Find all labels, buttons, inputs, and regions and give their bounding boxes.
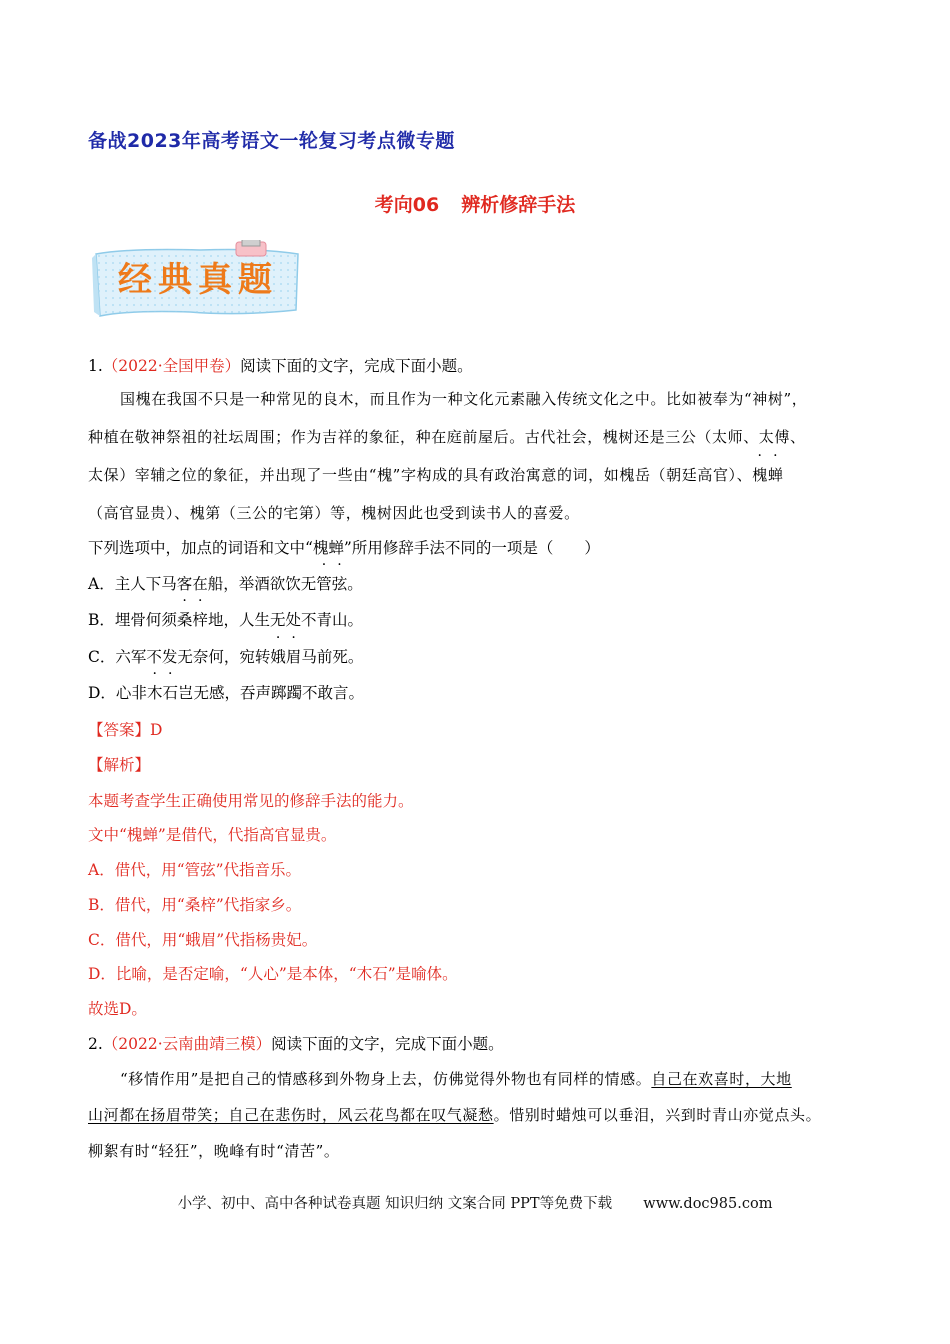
footer-text: 小学、初中、高中各种试卷真题 知识归纳 文案合同 PPT等免费下载 — [177, 1196, 613, 1212]
dotted-char: 娥 — [270, 648, 286, 666]
footer-url[interactable]: www.doc985.com — [643, 1196, 773, 1212]
question-2-source: （2022·云南曲靖三模） — [102, 1035, 272, 1053]
question-2-instruction: 阅读下面的文字，完成下面小题。 — [271, 1035, 504, 1053]
answer-line — [88, 718, 162, 740]
dotted-char: 桑 — [176, 611, 193, 629]
passage-2-line: 柳絮有时“轻狂”，晚峰有时“清苦”。 — [88, 1142, 340, 1160]
topic-name: 辨析修辞手法 — [461, 194, 576, 216]
section-banner — [90, 240, 305, 322]
analysis-label: 【解析】 — [88, 756, 151, 774]
banner-label: 经典真题 — [118, 260, 278, 300]
dotted-char: 眉 — [285, 648, 302, 666]
dotted-char: 石 — [162, 684, 178, 702]
analysis-line: B．借代，用“桑梓”代指家乡。 — [88, 896, 302, 914]
topic-code: 考向06 — [374, 194, 440, 216]
dotted-char: 槐 — [752, 466, 768, 484]
passage-1-line: 国槐在我国不只是一种常见的良木，而且作为一种文化元素融入传统文化之中。比如被奉为“神树”， — [120, 390, 808, 408]
question-2-header: 2.（2022·云南曲靖三模）阅读下面的文字，完成下面小题。 — [88, 1035, 504, 1053]
analysis-line: C．借代，用“蛾眉”代指杨贵妃。 — [88, 931, 318, 949]
dotted-char: 蝉 — [767, 466, 784, 484]
dotted-char: 梓 — [192, 611, 208, 629]
dotted-char: 木 — [146, 684, 163, 702]
option-a: A．主人下马客在船，举酒欲饮无管弦。 — [88, 575, 363, 593]
answer-label: 【答案】 — [88, 721, 151, 739]
passage-2-line: 山河都在扬眉带笑；自己在悲伤时，风云花鸟都在叹气凝愁。惜别时蜡烛可以垂泪，兴到时青山亦觉点头。 — [88, 1106, 822, 1124]
analysis-line: 本题考查学生正确使用常见的修辞手法的能力。 — [88, 792, 414, 810]
option-c: C．六军不发无奈何，宛转娥眉马前死。 — [88, 648, 364, 666]
analysis-line: A．借代，用“管弦”代指音乐。 — [88, 861, 302, 879]
question-1-instruction: 阅读下面的文字，完成下面小题。 — [240, 357, 473, 375]
answer-value: D — [150, 721, 163, 739]
analysis-line: D．比喻，是否定喻，“人心”是本体，“木石”是喻体。 — [88, 965, 458, 983]
dotted-char: 管 — [316, 575, 332, 593]
question-1-prompt: 下列选项中，加点的词语和文中“槐蝉”所用修辞手法不同的一项是（ ） — [88, 539, 600, 557]
analysis-line: 文中“槐蝉”是借代，代指高官显贵。 — [88, 826, 337, 844]
question-1-source: （2022·全国甲卷） — [102, 357, 241, 375]
underlined-text: 自己在欢喜时，大地 — [651, 1070, 792, 1088]
passage-1-line: （高官显贵）、槐第（三公的宅第）等，槐树因此也受到读书人的喜爱。 — [88, 504, 580, 522]
option-b: B．埋骨何须桑梓地，人生无处不青山。 — [88, 611, 363, 629]
question-1-header: 1.（2022·全国甲卷）阅读下面的文字，完成下面小题。 — [88, 357, 473, 375]
underlined-text: 山河都在扬眉带笑；自己在悲伤时，风云花鸟都在叹气凝愁 — [88, 1106, 494, 1124]
option-d: D．心非木石岂无感，吞声踯躅不敢言。 — [88, 684, 364, 702]
series-title: 备战2023年高考语文一轮复习考点微专题 — [88, 130, 455, 152]
footer — [0, 1192, 950, 1213]
dotted-char: 弦 — [331, 575, 348, 593]
passage-2-line: “移情作用”是把自己的情感移到外物身上去，仿佛觉得外物也有同样的情感。自己在欢喜时，大地 — [120, 1070, 792, 1088]
passage-1-line: 太保）宰辅之位的象征，并出现了一些由“槐”字构成的具有政治寓意的词，如槐岳（朝廷高官）、槐蝉 — [88, 466, 784, 484]
passage-1-line: 种植在敬神祭祖的社坛周围；作为吉祥的象征，种在庭前屋后。古代社会，槐树还是三公（太师、太傅、 — [88, 428, 806, 446]
topic-title — [0, 190, 950, 217]
conclusion: 故选D。 — [88, 1000, 147, 1018]
